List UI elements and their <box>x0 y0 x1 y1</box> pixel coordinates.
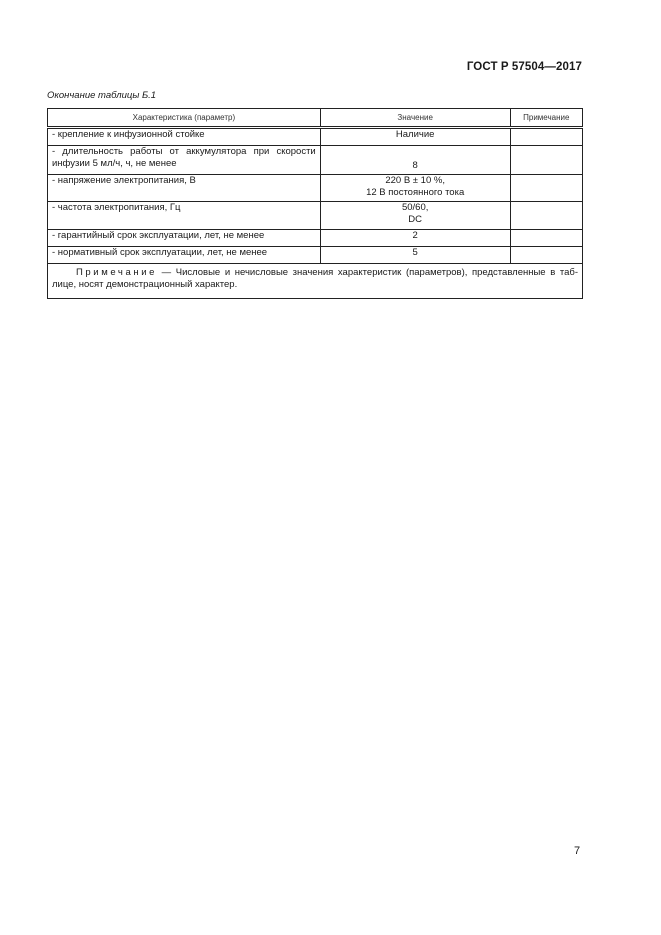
footnote-line-1 <box>52 267 578 279</box>
table-row <box>48 202 583 230</box>
column-header-note: Примечание <box>510 109 582 128</box>
footnote-text-2: лице, носят демонстрационный характер. <box>52 279 238 290</box>
table-row <box>48 175 583 202</box>
note-cell <box>510 146 582 175</box>
value-line: 220 В ± 10 %, <box>385 175 445 186</box>
value-line: 12 В постоянного тока <box>366 187 465 198</box>
footnote-text-1: Числовые и нечисловые значения характеристик (параметров), представленные в таб- <box>175 267 578 278</box>
value-line: 50/60, <box>401 202 429 213</box>
table-footnote <box>48 264 583 299</box>
table-row <box>48 230 583 247</box>
table-row <box>48 128 583 146</box>
page-number: 7 <box>574 845 581 857</box>
table-caption: Окончание таблицы Б.1 <box>47 90 157 101</box>
footnote-label: Примечание <box>76 267 157 278</box>
value-cell <box>320 202 510 230</box>
column-header-value: Значение <box>320 109 510 128</box>
value-cell <box>320 175 510 202</box>
parameter-cell: - гарантийный срок эксплуатации, лет, не менее <box>48 230 321 247</box>
parameter-cell: - частота электропитания, Гц <box>48 202 321 230</box>
note-cell <box>510 128 582 146</box>
spec-table <box>47 108 583 299</box>
standard-id: ГОСТ Р 57504—2017 <box>466 61 582 73</box>
footnote-dash: — <box>157 267 176 278</box>
value-cell: 8 <box>320 146 510 175</box>
parameter-cell: - длительность работы от аккумулятора при скорости инфузии 5 мл/ч, ч, не менее <box>48 146 321 175</box>
value-cell: 5 <box>320 247 510 264</box>
table-row <box>48 146 583 175</box>
note-cell <box>510 230 582 247</box>
parameter-cell: - крепление к инфузионной стойке <box>48 128 321 146</box>
table-header-row <box>48 109 583 128</box>
note-cell <box>510 202 582 230</box>
value-cell: 2 <box>320 230 510 247</box>
table-footnote-row <box>48 264 583 299</box>
table-row <box>48 247 583 264</box>
value-line: DC <box>408 214 423 225</box>
parameter-cell: - напряжение электропитания, В <box>48 175 321 202</box>
parameter-cell: - нормативный срок эксплуатации, лет, не менее <box>48 247 321 264</box>
column-header-parameter: Характеристика (параметр) <box>48 109 321 128</box>
value-cell: Наличие <box>320 128 510 146</box>
note-cell <box>510 247 582 264</box>
note-cell <box>510 175 582 202</box>
